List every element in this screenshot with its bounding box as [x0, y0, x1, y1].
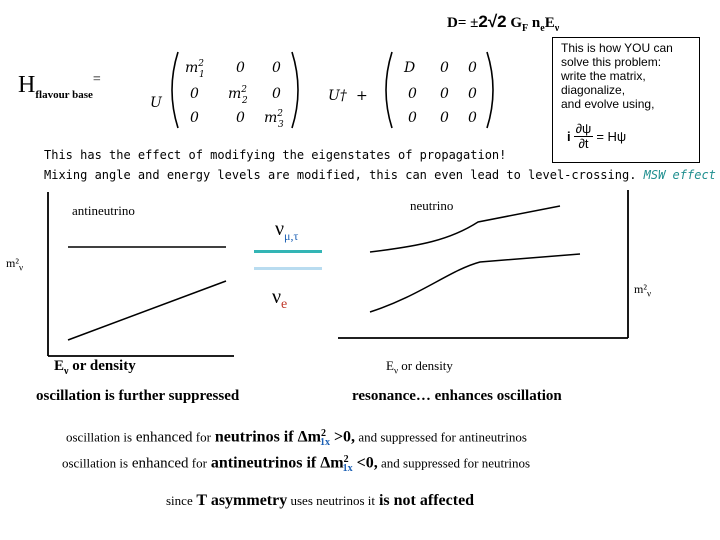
right-plot-title: neutrino	[410, 198, 454, 213]
d-zero-31: 0	[408, 110, 417, 126]
right-upper-level	[370, 206, 560, 252]
schrodinger-equation: i $\frac{\partial\psi}{\partial t}$ = Hψ	[567, 121, 627, 151]
m1-entry: $m^2$ 1	[185, 59, 205, 80]
m3-entry: $m^2$ 3	[264, 109, 284, 130]
right-plot-caption: resonance… enhances oscillation	[352, 388, 562, 404]
d-zero-23: 0	[468, 86, 477, 102]
zero-21: 0	[190, 86, 199, 102]
d-zero-32: 0	[440, 110, 449, 126]
zero-12: 0	[236, 60, 245, 76]
right-plot-xlabel: $E_\nu$ or density	[386, 358, 453, 376]
right-lower-level	[370, 254, 580, 312]
note-antineutrinos: oscillation is enhanced for antineutrinos if $\Delta m^2_{1x} <0$, and suppressed for neutrinos	[62, 454, 531, 474]
note-t-asymmetry: since T asymmetry uses neutrinos it is not affected	[166, 492, 475, 509]
d-zero-22: 0	[440, 86, 449, 102]
zero-23: 0	[272, 86, 281, 102]
d-zero-21: 0	[408, 86, 417, 102]
callout-line-1: This is how YOU can	[561, 41, 673, 55]
zero-31: 0	[190, 110, 199, 126]
d-zero-12: 0	[440, 60, 449, 76]
callout-line-5: and evolve using,	[561, 97, 655, 111]
callout-line-3: write the matrix,	[561, 69, 646, 83]
legend-nu-e: $\nu_e$	[272, 286, 288, 312]
effect-line-2: Mixing angle and energy levels are modified, this can even lead to level-crossing. MSW effect	[44, 168, 716, 182]
note-neutrinos: oscillation is enhanced for neutrinos if $\Delta m^2_{1x} >0$, and suppressed for antineutrinos	[66, 428, 527, 448]
left-plot-caption: oscillation is further suppressed	[36, 388, 240, 404]
zero-32: 0	[236, 110, 245, 126]
callout-line-2: solve this problem:	[561, 55, 662, 69]
legend-nu-mu-tau: $\nu_{\mu,\tau}$	[275, 218, 299, 243]
callout-line-4: diagonalize,	[561, 83, 626, 97]
plus-sign: +	[356, 88, 368, 104]
left-plot-ylabel: $m^2_\nu$	[6, 256, 24, 273]
zero-13: 0	[272, 60, 281, 76]
effect-line-1: This has the effect of modifying the eigenstates of propagation!	[44, 148, 507, 162]
left-plot-xlabel: $E_\nu$ or density	[54, 358, 136, 377]
d-zero-13: 0	[468, 60, 477, 76]
hamiltonian-label: $H_{flavour base}^=$	[18, 72, 101, 101]
matrix-u-dagger: U†	[328, 88, 347, 104]
d-entry: D	[404, 60, 416, 76]
msw-effect: MSW effect	[643, 168, 716, 182]
m2-entry: $m^2$ 2	[228, 85, 248, 106]
matrix-u: U	[150, 95, 162, 111]
header-formula: D= ±2√2 $G_F$ $n_eE_\nu$	[447, 12, 560, 34]
d-zero-33: 0	[468, 110, 477, 126]
left-plot-title: antineutrino	[72, 203, 135, 218]
right-plot-ylabel: $m^2_\nu$	[634, 282, 652, 299]
